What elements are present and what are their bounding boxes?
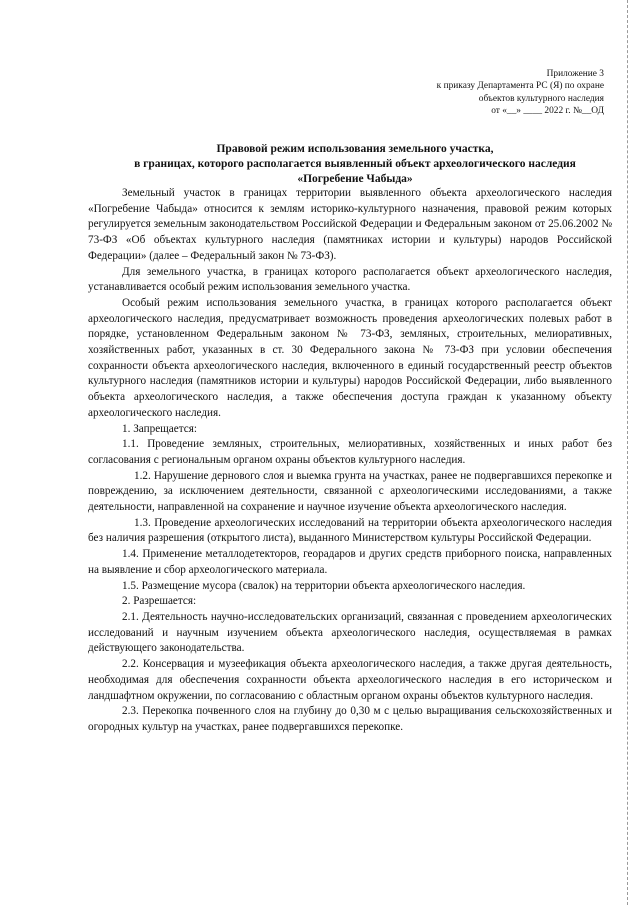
section-allowed-heading: 2. Разрешается: — [122, 595, 197, 608]
clause-1-5: 1.5. Размещение мусора (свалок) на территории объекта археологического наследия. — [122, 579, 526, 592]
clause-1-1: 1.1. Проведение земляных, строительных, мелиоративных, хозяйственных и иных работ без согласования с региональным органом охраны объектов культурного наследия. — [88, 438, 612, 466]
paragraph-special-regime: Особый режим использования земельного участка, в границах которого располагается объект археологического наследия, предусматривает возможность проведения археологических полевых работ в порядке, установленном Федеральным законом № 73-ФЗ, земляных, строительных, мелиоративных, хозяйственных работ, указанных в ст. 30 Федерального закона № 73-ФЗ при условии обеспечения сохранности объекта археологического наследия, включенного в единый государственный реестр объектов культурного наследия (памятников истории и культуры) народов Российской Федерации, либо выявленного объекта археологического наследия, а также обеспечения доступа граждан к указанному объекту археологического наследия. — [88, 296, 612, 419]
appendix-line-4: от «__» ____ 2022 г. №__ОД — [491, 106, 604, 117]
clause-1-2: 1.2. Нарушение дернового слоя и выемка грунта на участках, ранее не подвергавшихся перекопке и повреждению, за исключением деятельности, связанной с археологическими исследованиями, а также деятельности, направленной на сохранение и научное изучение объекта археологического наследия. — [88, 469, 612, 514]
paragraph-land-regime: Для земельного участка, в границах которого располагается объект археологического наследия, устанавливается особый режим использования земельного участка. — [88, 265, 612, 294]
page-edge-divider — [627, 0, 628, 905]
title-line-2: в границах, которого располагается выявленный объект археологического наследия — [134, 158, 576, 170]
appendix-line-3: объектов культурного наследия — [478, 93, 604, 104]
clause-2-1: 2.1. Деятельность научно-исследовательских организаций, связанная с проведением археологических исследований и научным изучением объекта археологического наследия, осуществляемая в рамках действующего законодательства. — [88, 610, 612, 655]
section-prohibited-heading: 1. Запрещается: — [122, 422, 197, 435]
title-line-3: «Погребение Чабыда» — [297, 173, 413, 185]
title-line-1: Правовой режим использования земельного участка, — [216, 143, 494, 155]
paragraph-intro: Земельный участок в границах территории выявленного объекта археологического наследия «Погребение Чабыда» относится к землям историко-культурного назначения, правовой режим которых регулируется земельным законодательством Российской Федерации и Федеральным законом от 25.06.2002 № 73-ФЗ «Об объектах культурного наследия (памятниках истории и культуры) народов Российской Федерации» (далее – Федеральный закон № 73-ФЗ). — [88, 187, 612, 262]
clause-1-4: 1.4. Применение металлодетекторов, георадаров и других средств приборного поиска, направленных на выявление и сбор археологического материала. — [88, 548, 612, 576]
clause-2-3: 2.3. Перекопка почвенного слоя на глубину до 0,30 м с целью выращивания сельскохозяйственных и огородных культур на участках, ранее подвергавшихся перекопке. — [88, 705, 612, 733]
appendix-header — [374, 68, 604, 118]
clause-2-2: 2.2. Консервация и музеефикация объекта археологического наследия, а также другая деятельность, необходимая для обеспечения сохранности объекта археологического наследия в его историческом и ландшафтном окружении, по согласованию с областным органом охраны объектов культурного наследия. — [88, 658, 612, 702]
clause-1-3: 1.3. Проведение археологических исследований на территории объекта археологического наследия без наличия разрешения (открытого листа), выданного Министерством культуры Российской Федерации. — [88, 516, 612, 545]
appendix-line-2: к приказу Департамента РС (Я) по охране — [436, 81, 604, 92]
document-title — [96, 142, 614, 187]
document-body — [88, 186, 612, 736]
appendix-line-1: Приложение 3 — [546, 69, 604, 79]
